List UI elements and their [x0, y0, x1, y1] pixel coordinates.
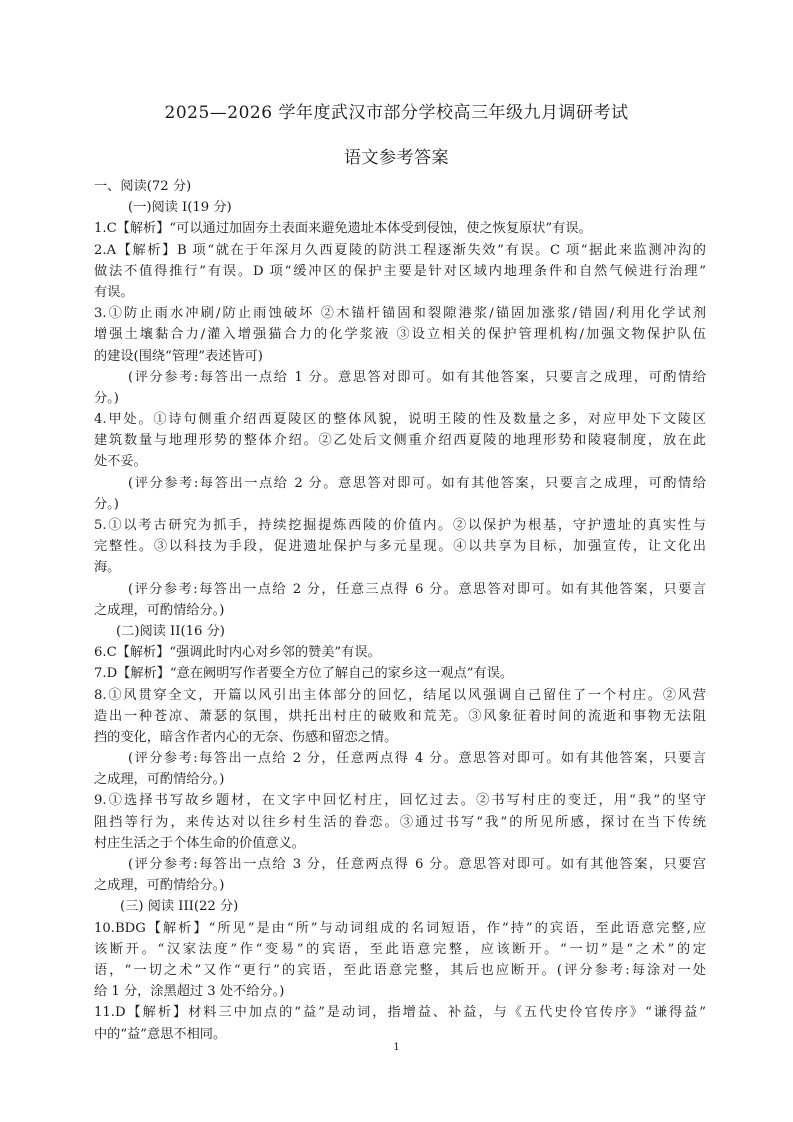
- document-title: 2025—2026 学年度武汉市部分学校高三年级九月调研考试: [164, 103, 629, 123]
- text-line: (评分参考:每答出一点给 2 分。意思答对即可。如有其他答案，只要言之成理，可酌情给: [128, 475, 706, 491]
- text-line: 海。: [94, 560, 121, 576]
- text-line: (评分参考:每答出一点给 2 分，任意三点得 6 分。意思答对即可。如有其他答案，只要言: [128, 581, 706, 597]
- text-line: 处不妥。: [94, 454, 147, 470]
- text-line: 之成理，可酌情给分。): [94, 602, 225, 618]
- text-line: 建筑数量与地理形势的整体介绍。②乙处后文侧重介绍西夏陵的地理形势和陵寝制度，放在此: [94, 433, 706, 449]
- text-line: 9.①选择书写故乡题材，在文字中回忆村庄，回忆过去。②书写村庄的变迁，用“我”的坚守: [94, 793, 706, 809]
- text-line: 的建设(围绕“管理”表述皆可): [94, 348, 263, 364]
- text-line: 给 1 分，涂黑超过 3 处不给分。): [94, 984, 285, 1000]
- text-line: 6.C【解析】“强调此时内心对乡邻的赞美”有误。: [94, 645, 381, 661]
- text-line: 阻挡等行为，来传达对以往乡村生活的眷恋。③通过书写“我”的所见所感，探讨在当下传统: [94, 814, 706, 830]
- text-line: 7.D【解析】“意在阙明写作者要全方位了解自己的家乡这一观点”有误。: [94, 666, 514, 682]
- text-line: 8.①风贯穿全文，开篇以风引出主体部分的回忆，结尾以风强调自己留住了一个村庄。②风营: [94, 687, 706, 703]
- text-line: 分。): [94, 496, 119, 512]
- text-line: (三) 阅读 III(22 分): [120, 899, 239, 915]
- text-line: (评分参考:每答出一点给 1 分。意思答对即可。如有其他答案，只要言之成理，可酌情给: [128, 369, 706, 385]
- text-line: (评分参考:每答出一点给 3 分，任意两点得 6 分。意思答对即可。如有其他答案，只要宫: [128, 857, 706, 872]
- text-line: 该断开。“汉家法度”作“变易”的宾语，至此语意完整，应该断开。“一切”是“之术”的定: [94, 941, 706, 957]
- text-line: 村庄生活之于个体生命的价值意义。: [94, 835, 305, 851]
- text-line: 完整性。③以科技为手段，促进遗址保护与多元星现。④以共享为目标，加强宣传，让文化出: [94, 539, 706, 555]
- text-line: 有误。: [94, 284, 134, 300]
- text-line: 造出一种苍凉、萧瑟的氛围，烘托出村庄的破败和荒芜。③风象征着时间的流逝和事物无法阻: [94, 708, 706, 724]
- text-line: 做法不值得推行”有误。D 项“缓冲区的保护主要是针对区域内地理条件和自然气候进行治理”: [94, 263, 706, 279]
- text-line: 一、阅读(72 分): [94, 179, 192, 194]
- page-number: 1: [393, 1042, 400, 1053]
- text-line: 之成理，可酌情给分。): [94, 878, 225, 894]
- text-line: 2.A【解析】B 项“就在于年深月久西夏陵的防洪工程逐渐失效”有误。C 项“据此来监测冲沟的: [94, 242, 706, 258]
- text-line: (二)阅读 II(16 分): [116, 623, 225, 639]
- document-subtitle: 语文参考答案: [344, 148, 449, 168]
- text-line: 3.①防止雨水冲刷/防止雨蚀破坏 ②木锚杆锚固和裂隙港浆/锚固加涨浆/错固/利用化学试剂: [94, 306, 706, 322]
- text-line: (一)阅读 I(19 分): [128, 200, 232, 216]
- text-line: 10.BDG【解析】“所见”是由“所”与动词组成的名词短语，作“持”的宾语，至此语意完整,应: [94, 920, 706, 936]
- text-line: 挡的变化，暗含作者内心的无奈、伤感和留恋之情。: [94, 729, 398, 745]
- text-line: 之成理，可酌情给分。): [94, 772, 225, 788]
- text-line: 11.D【解析】材料三中加点的“益”是动词，指增益、补益，与《五代史伶官传序》“谦得益”: [94, 1005, 706, 1021]
- text-line: 分。): [94, 390, 119, 406]
- answer-body: [94, 176, 706, 1045]
- text-line: 4.甲处。①诗句侧重介绍西夏陵区的整体风貌，说明王陵的性及数量之多，对应甲处下文陵区: [94, 412, 706, 428]
- text-line: 1.C【解析】“可以通过加固夯土表面来避免遗址本体受到侵蚀，使之恢复原状”有误。: [94, 221, 592, 237]
- text-line: 语，“一切之术”又作“更行”的宾语，至此语意完整，其后也应断开。(评分参考:每涂对一处: [94, 962, 706, 978]
- text-line: (评分参考:每答出一点给 2 分，任意两点得 4 分。意思答对即可。如有其他答案，只要言: [128, 751, 706, 767]
- text-line: 中的“益”意思不相同。: [94, 1026, 227, 1042]
- text-line: 增强土壤黏合力/灌入增强猫合力的化学浆液 ③设立相关的保护管理机构/加强文物保护队伍: [94, 327, 706, 343]
- text-line: 5.①以考古研究为抓手，持续挖掘提炼西陵的价值内。②以保护为根基，守护遗址的真实性与: [94, 518, 706, 533]
